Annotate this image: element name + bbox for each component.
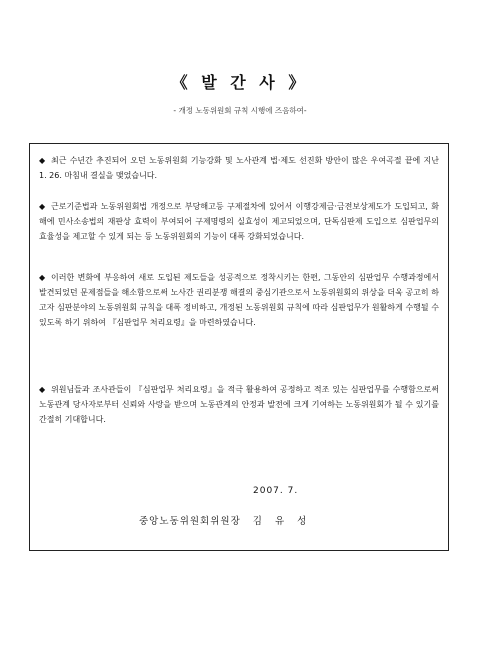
bullet-diamond-icon: ◆	[39, 273, 46, 282]
paragraph-text: 최근 수년간 추진되어 오던 노동위원회 기능강화 및 노사관계 법·제도 선진화 방안이 많은 우여곡절 끝에 지난 1. 26. 마침내 결실을 맺었습니다.	[39, 156, 439, 180]
paragraph-1	[39, 153, 439, 183]
paragraph-text: 근로기준법과 노동위원회법 개정으로 부당해고등 구제절차에 있어서 이행강제금·금전보상제도가 도입되고, 화해에 민사소송법의 재판상 효력이 부여되어 구제명령의 실효성이 제고되었으며, 단독심판제 도입으로 심판업무의 효율성을 제고할 수 있게 되는 등 노동위원회의 기능이 대폭 강화되었습니다.	[39, 202, 439, 241]
bullet-diamond-icon: ◆	[39, 385, 46, 394]
paragraph-3	[39, 270, 439, 330]
document-title: 《 발 간 사 》	[171, 73, 309, 92]
publication-date: 2007. 7.	[253, 486, 299, 496]
paragraph-text: 위원님들과 조사관들이 『심판업무 처리요령』을 적극 활용하여 공정하고 적조 있는 심판업무를 수행함으로써 노동관계 당사자로부터 신뢰와 사랑을 받으며 노동관계의 안정과 발전에 크게 기여하는 노동위원회가 될 수 있기를 간절히 기대합니다.	[39, 385, 439, 424]
document-subtitle: - 개정 노동위원회 규칙 시행에 즈음하여-	[173, 106, 307, 115]
paragraph-2	[39, 199, 439, 244]
bullet-diamond-icon: ◆	[39, 202, 46, 211]
signature-line: 중앙노동위원회위원장 김 유 성	[139, 516, 308, 527]
bullet-diamond-icon: ◆	[39, 156, 46, 165]
paragraph-4	[39, 382, 439, 427]
paragraph-text: 이러한 변화에 부응하여 새로 도입된 제도들을 성공적으로 정착시키는 한편, 그동안의 심판업무 수행과정에서 발견되었던 문제점들을 해소함으로써 노사간 권리분쟁 해결의 중심기관으로서 노동위원회의 위상을 더욱 공고히 하고자 심판분야의 노동위원회 규칙을 대폭 정비하고, 개정된 노동위원회 규칙에 따라 심판업무가 원활하게 수행될 수 있도록 하기 위하여 『심판업무 처리요령』을 마련하였습니다.	[39, 273, 439, 327]
